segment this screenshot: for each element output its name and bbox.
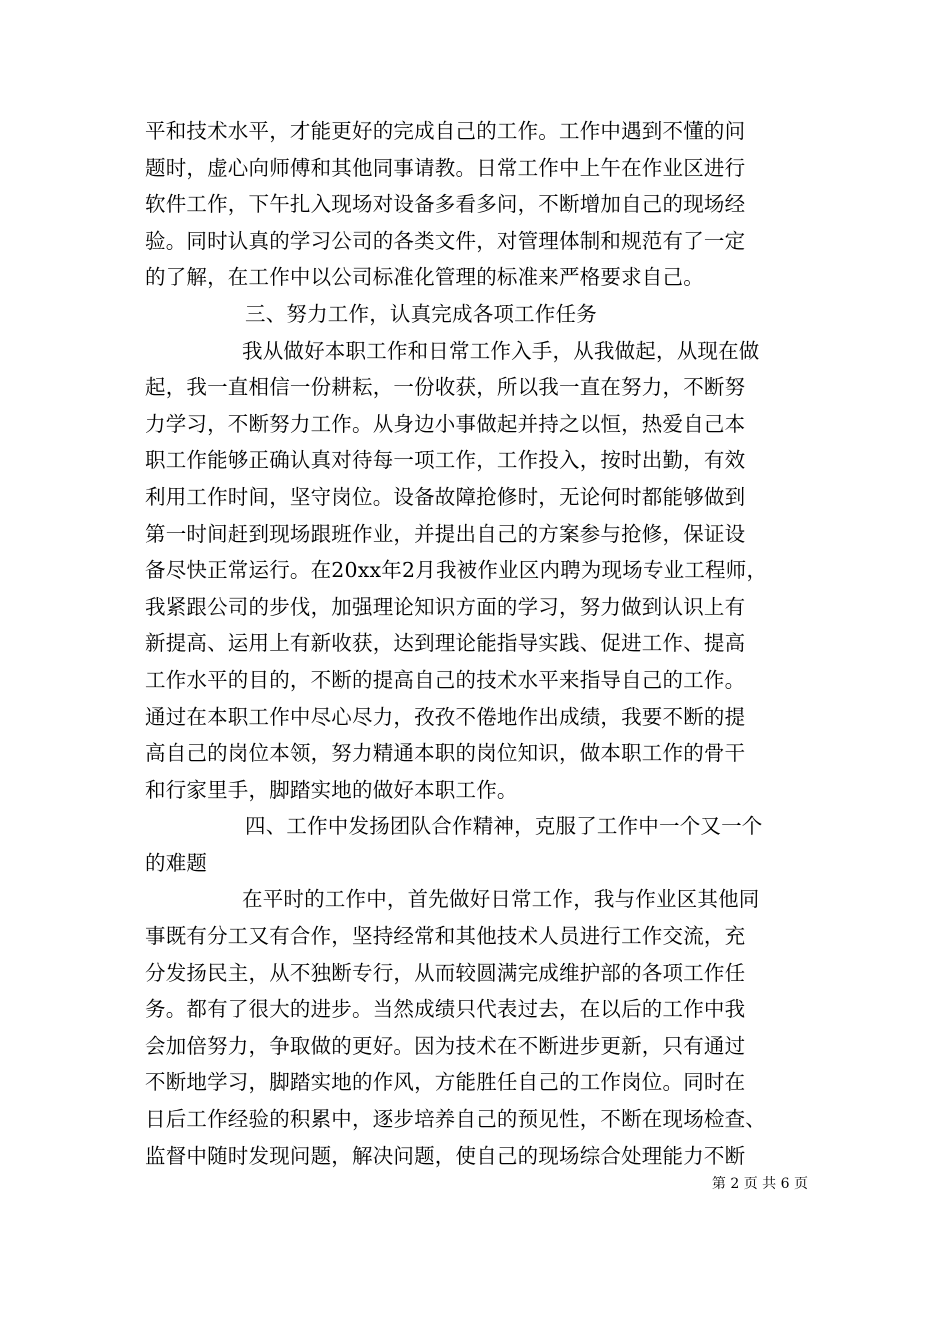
section-heading-4: 四、工作中发扬团队合作精神，克服了工作中一个又一个 (245, 814, 763, 839)
page-number-footer: 第 2 页 共 6 页 (711, 1176, 808, 1192)
paragraph-line: 第一时间赶到现场跟班作业，并提出自己的方案参与抢修，保证设 (145, 521, 746, 546)
paragraph-line: 日后工作经验的积累中，逐步培养自己的预见性，不断在现场检查、 (145, 1107, 766, 1132)
paragraph-line: 题时，虚心向师傅和其他同事请教。日常工作中上午在作业区进行 (145, 155, 746, 180)
paragraph-line: 监督中随时发现问题，解决问题，使自己的现场综合处理能力不断 (145, 1143, 746, 1168)
paragraph-line: 在平时的工作中，首先做好日常工作，我与作业区其他同 (242, 887, 760, 912)
paragraph-line: 职工作能够正确认真对待每一项工作，工作投入，按时出勤，有效 (145, 448, 746, 473)
paragraph-line: 的了解，在工作中以公司标准化管理的标准来严格要求自己。 (145, 265, 704, 290)
paragraph-line: 平和技术水平，才能更好的完成自己的工作。工作中遇到不懂的问 (145, 119, 746, 143)
paragraph-line: 通过在本职工作中尽心尽力，孜孜不倦地作出成绩，我要不断的提 (145, 704, 746, 729)
paragraph-line: 务。都有了很大的进步。当然成绩只代表过去，在以后的工作中我 (145, 997, 746, 1022)
paragraph-line: 和行家里手，脚踏实地的做好本职工作。 (145, 777, 518, 802)
paragraph-line: 软件工作，下午扎入现场对设备多看多问，不断增加自己的现场经 (145, 192, 746, 217)
paragraph-line: 我紧跟公司的步伐，加强理论知识方面的学习，努力做到认识上有 (145, 594, 746, 619)
paragraph-line: 我从做好本职工作和日常工作入手，从我做起，从现在做 (242, 338, 760, 363)
paragraph-line: 会加倍努力，争取做的更好。因为技术在不断进步更新，只有通过 (145, 1033, 746, 1058)
paragraph-line: 事既有分工又有合作，坚持经常和其他技术人员进行工作交流，充 (145, 924, 746, 949)
paragraph-line: 力学习，不断努力工作。从身边小事做起并持之以恒，热爱自己本 (145, 411, 746, 436)
section-heading-4-continued: 的难题 (145, 850, 208, 875)
paragraph-line: 利用工作时间，坚守岗位。设备故障抢修时，无论何时都能够做到 (145, 484, 746, 509)
paragraph-line: 起，我一直相信一份耕耘，一份收获，所以我一直在努力，不断努 (145, 375, 746, 400)
paragraph-line: 备尽快正常运行。在20xx年2月我被作业区内聘为现场专业工程师， (145, 558, 768, 583)
document-body (145, 113, 810, 1174)
paragraph-line: 工作水平的目的，不断的提高自己的技术水平来指导自己的工作。 (145, 667, 746, 692)
section-heading-3: 三、努力工作，认真完成各项工作任务 (245, 301, 597, 326)
paragraph-line: 不断地学习，脚踏实地的作风，方能胜任自己的工作岗位。同时在 (145, 1070, 746, 1095)
paragraph-line: 分发扬民主，从不独断专行，从而较圆满完成维护部的各项工作任 (145, 960, 746, 985)
paragraph-line: 新提高、运用上有新收获，达到理论能指导实践、促进工作、提高 (145, 631, 746, 656)
paragraph-line: 验。同时认真的学习公司的各类文件，对管理体制和规范有了一定 (145, 228, 746, 253)
paragraph-line: 高自己的岗位本领，努力精通本职的岗位知识，做本职工作的骨干 (145, 741, 746, 766)
